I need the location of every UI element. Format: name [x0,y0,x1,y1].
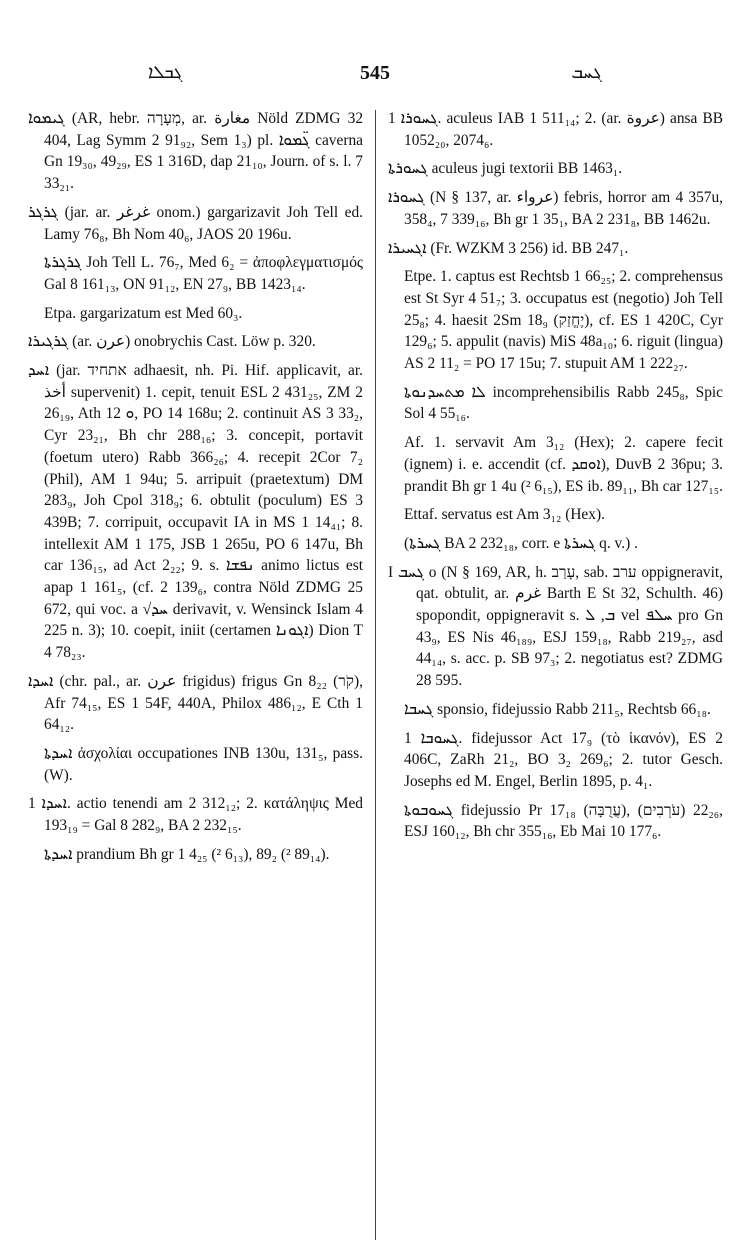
dictionary-entry: ܐܚܕܐ (chr. pal., ar. عرن frigidus) frigus Gn 8₂₂ (קֹר), Afr 74₁₅, ES 1 54F, 440A, Philox 486₁₂, E Cth 1 64₁₂. [28,672,363,734]
dictionary-entry: ܐܓܚܝܪܐ (Fr. WZKM 3 256) id. BB 247₁. [388,239,629,257]
dictionary-entry: Etpa. gargarizatum est Med 60₃. [44,304,243,322]
dictionary-entry: ܐܚܕ (jar. אתחיד adhaesit, nh. Pi. Hif. applicavit, ar. أخذ supervenit) 1. cepit, tenuit ESL 2 431₂₅, ZM 2 26₁₉, Ath ܘ 12, PO 14 168u; 2. continuit AS 3 33₂, Cyr 23₂₁, Bh chr 288₁₆; 3. concepit, portavit (foetum utero) Rabb 366₂₆; 4. recepit 2Cor 7₂ (Phil), AM 1 94u; 5. arripuit (praetextum) DM 283₉, Joh Cpol 318₉; 6. obtulit (poculum) ES 3 439B; 7. corripuit, occupavit IA in MS 1 14₄₁; 8. intellexit AM 1 175, JSB 1 265u, PO 6 147u, Bh car 136₁₅, ad Act 2₂₂; 9. s. ܢܦܫܐ animo lictus est apap 1 161₅, (cf. 2 139₆, contra Nöld ZDMG 25 672, qui voc. a √ܚܕ derivavit, v. Wensinck Islam 4 225 n. 3); 10. coepit, iniit (certamen ܐܓܘܢܐ) Dion T 4 78₂₃. [28,362,364,662]
running-head-right: ܓܚܒ [571,62,602,83]
dictionary-entry: ܓܚܘܪܐ (N § 137, ar. عرواء) febris, horror am 4 357u, 358₄, 7 339₁₆, Bh gr 1 35₁, BA 2 231₈, BB 1462u. [388,189,723,228]
dictionary-entry: ܓܚܘܪܐ 1. aculeus IAB 1 511₁₄; 2. (ar. عروة) ansa BB 1052₂₀, 2074₆. [388,110,723,149]
two-column-body [28,108,728,1240]
dictionary-entry: ܓܚܘܪܬܐ aculeus jugi textorii BB 1463₁. [388,160,623,178]
dictionary-entry: ܓܚܘܒܐ 1. fidejussor Act 17₉ (τὸ ἱκανόν), ES 2 406C, ZaRh 21₂, BO 3₂ 269₆; 2. tutor Gesch. Josephs ed M. Engel, Berlin 1895, p. 4₁. [404,729,723,790]
dictionary-entry: Etpe. 1. captus est Rechtsb 1 66₂₅; 2. comprehensus est St Syr 4 51₇; 3. occupatus est (negotio) Joh Tell 25₈; 4. haesit 2Sm 18₉ (יֶחֱזַק), cf. ES 1 420C, Cyr 129₆; 5. appulit (navis) MiS 48a₁₀; 6. riguit (lingua) AS 2 11₂ = PO 17 15u; 7. stupuit AM 1 222₂₇. [404,268,723,373]
dictionary-entry: Af. 1. servavit Am 3₁₂ (Hex); 2. capere fecit (ignem) i. e. accendit (cf. ܐܘܩܕ), DuvB 2 36pu; 3. prandit Bh gr 1 4u (² 6₁₅), ES ib. 89₁₁, Bh car 127₁₅. [404,434,723,495]
dictionary-entry: ܓܝܡܘܐ (AR, hebr. מְעָרָה, ar. مغارة Nöld ZDMG 32 404, Lag Symm 2 91₉₂, Sem 1₃) pl. ܓ̈ܡܘܐ caverna Gn 19₃₀, 49₂₉, ES 1 316D, dap 21₁₀, Journ. of s. l. 7 33₂₁. [28,110,364,193]
dictionary-entry: ܓܪܓܪ (jar. ar. غرغر onom.) gargarizavit Joh Tell ed. Lamy 76₈, Bh Nom 40₆, JAOS 20 196u. [28,203,363,243]
page-header [0,62,750,92]
left-column [28,108,375,1240]
dictionary-entry: ܐܚܕܐ 1. actio tenendi am 2 312₁₂; 2. κατάληψις Med 193₁₉ = Gal 8 282₉, BA 2 232₁₅. [28,795,363,835]
dictionary-entry: ܐܚܕܬܐ ἀσχολίαι occupationes INB 130u, 131₅, pass. (W). [44,744,363,784]
dictionary-entry: (ܓܚܪܬܐ BA 2 232₁₈, corr. e ܓܚܪܬܐ q. v.) . [404,534,638,552]
dictionary-entry: ܓܚܒܐ sponsio, fidejussio Rabb 211₅, Rechtsb 66₁₈. [404,700,711,718]
dictionary-entry: I ܓܚܒ o (N § 169, AR, h. עָרַב, sab. ערב oppigneravit, qat. obtulit, ar. غرم Barth E St 32, Schulth. 46) spopondit, oppigneravit s. ܒ, ܠ vel ܚܠܦ pro Gn 43₉, ES Nis 46₁₈₉, ESJ 159₁₈, Rabb 219₂₇, asd 44₁₄, s. acc. p. SB 97₃; 2. negotiatus est? ZDMG 28 595. [388,563,724,690]
dictionary-entry: ܐܚܕܬܐ prandium Bh gr 1 4₂₅ (² 6₁₃), 89₂ (² 89₁₄). [44,845,330,863]
right-column [376,108,723,1240]
dictionary-entry: ܠܐ ܡܬܚܕܢܘܬܐ incomprehensibilis Rabb 245₈, Spic Sol 4 55₁₆. [404,383,723,423]
running-head-left: ܓܒܠܐ [148,62,183,83]
dictionary-entry: ܓܚܘܒܘܬܐ fidejussio Pr 17₁₈ (עֲרֻבָּה), 22₂₆ (עֹרְבִים), ESJ 160₁₂, Bh chr 355₁₆, Eb Mai 10 177₆. [404,801,723,841]
page-number: 545 [360,62,390,84]
dictionary-entry: ܓܪܓܪܬܐ Joh Tell L. 76₇, Med 6₂ = ἀποφλεγματισμός Gal 8 161₁₃, ON 91₁₂, EN 27₉, BB 1423₁₄. [44,254,363,293]
dictionary-entry: ܓܪܓܝܪܐ (ar. عرن) onobrychis Cast. Löw p. 320. [28,333,316,351]
dictionary-entry: Ettaf. servatus est Am 3₁₂ (Hex). [404,506,605,524]
